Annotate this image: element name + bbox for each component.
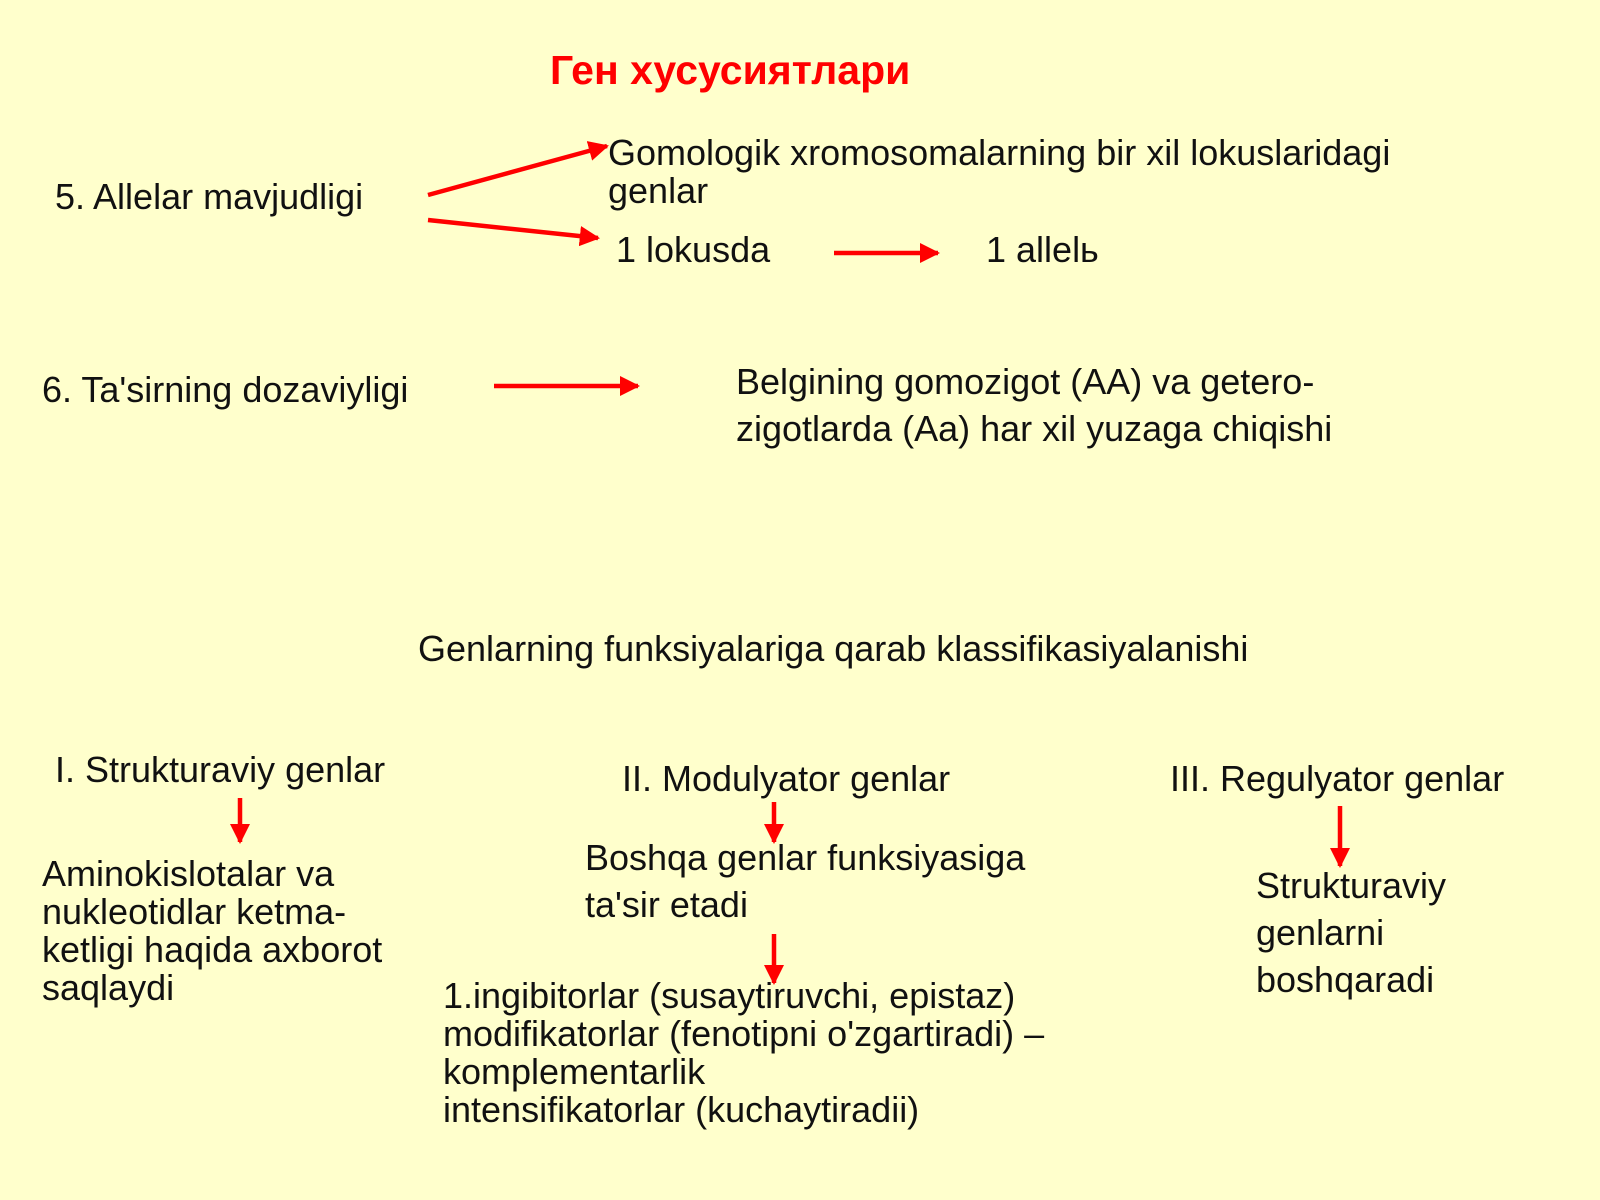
structural-genes-title: I. Strukturaviy genlar: [55, 749, 386, 790]
slide-title: Ген хусусиятлари: [550, 47, 911, 93]
classification-heading: Genlarning funksiyalariga qarab klassifikasiyalanishi: [418, 628, 1249, 669]
regulator-genes-title: III. Regulyator genlar: [1170, 758, 1505, 799]
one-locus-text: 1 lokusda: [616, 229, 771, 270]
modulator-genes-title: II. Modulyator genlar: [622, 758, 951, 799]
arrow-to-one-locus: [428, 220, 598, 238]
homologous-loci-text: Gomologik xromosomalarning bir xil lokuslaridagi genlar: [608, 132, 1391, 211]
allele-presence-label: 5. Allelar mavjudligi: [55, 176, 364, 217]
modulator-genes-description: Boshqa genlar funksiyasiga ta'sir etadi: [585, 837, 1026, 926]
arrow-to-homologous-loci: [428, 146, 607, 195]
dosage-result-text: Belgining gomozigot (AA) va getero- zigotlarda (Aa) har xil yuzaga chiqishi: [736, 361, 1333, 450]
one-allele-text: 1 allelь: [986, 229, 1099, 270]
structural-genes-description: Aminokislotalar va nukleotidlar ketma- ketligi haqida axborot saqlaydi: [42, 853, 383, 1009]
regulator-genes-description: Strukturaviy genlarni boshqaradi: [1256, 865, 1447, 1001]
dosage-effect-label: 6. Ta'sirning dozaviyligi: [42, 369, 409, 410]
modulator-genes-details: 1.ingibitorlar (susaytiruvchi, epistaz) modifikatorlar (fenotipni o'zgartiradi) – komplementarlik intensifikatorlar (kuchaytiradii): [443, 975, 1045, 1131]
